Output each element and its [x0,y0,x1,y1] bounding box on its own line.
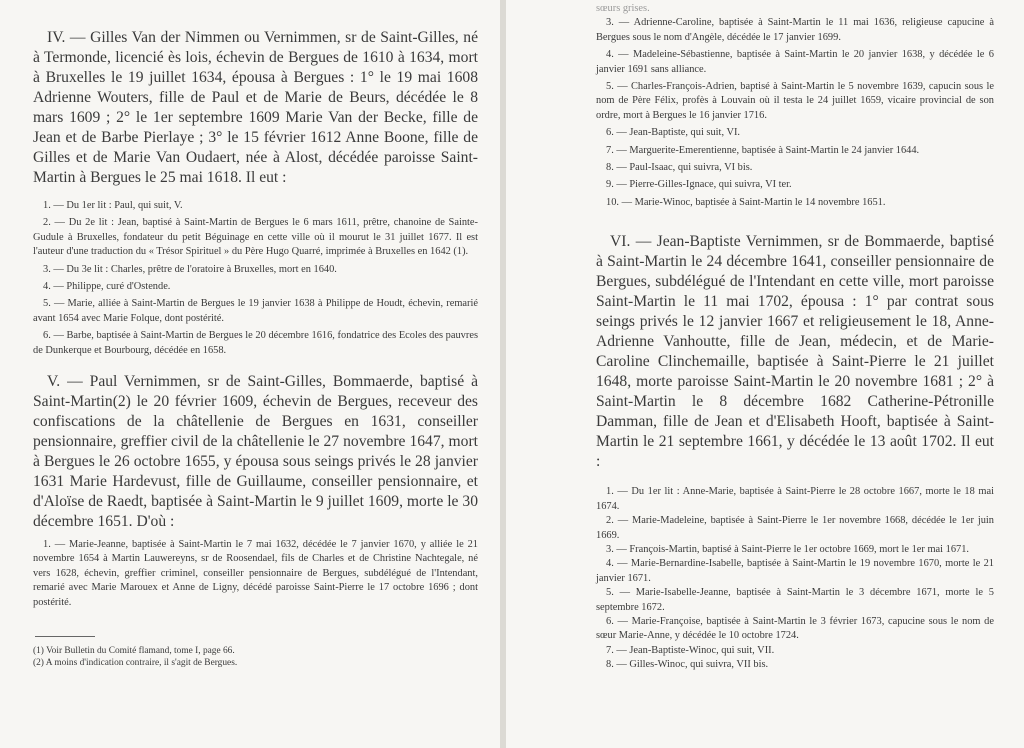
child-entry: 2. — Du 2e lit : Jean, baptisé à Saint-Martin de Bergues le 6 mars 1611, prêtre, chanoine de Sainte-Gudule à Bruxelles, fondateur du petit Béguinage en cette ville où il mourut le 31 juillet 1677. Il est l'auteur d'une traduction du « Trésor Spirituel » du Père Hugo Quarré, imprimée à Bruxelles en 1642 (1). [33,217,478,258]
section-iv-paragraph: IV. — Gilles Van der Nimmen ou Vernimmen, sr de Saint-Gilles, né à Termonde, licencié ès lois, échevin de Bergues de 1610 à 1634, mort à Bruxelles le 19 juillet 1634, épousa à Bergues : 1° le 19 mai 1608 Adrienne Wouters, fille de Paul et de Marie de Beurs, décédée le 8 mars 1609 ; 2° le 1er septembre 1609 Marie Van der Becke, fille de Jean et de Barbe Pierlaye ; 3° le 15 février 1612 Anne Boone, fille de Gilles et de Marie Van Oudaert, née à Alost, décédée paroisse Saint-Martin à Bergues le 25 mai 1618. Il eut : [33,29,478,186]
child-entry: 2. — Marie-Madeleine, baptisée à Saint-Pierre le 1er novembre 1668, décédée le 1er juin 1669. [596,515,994,541]
section-iv-children [33,199,478,358]
section-vi-paragraph: VI. — Jean-Baptiste Vernimmen, sr de Bommaerde, baptisé à Saint-Martin le 24 décembre 1641, conseiller pensionnaire de Bergues, subdélégué de l'Intendant en cette ville, mort paroisse Saint-Martin le 11 mai 1702, épousa : 1° par contrat sous seings privés le 12 janvier 1667 et religieusement le 18, Anne-Adrienne Vanhoutte, fille de Jean, médecin, et de Marie-Caroline Clinchemaille, baptisée à Saint-Pierre le 21 juillet 1648, morte paroisse Saint-Martin le 20 novembre 1681 ; 2° à Saint-Martin le 8 décembre 1682 Catherine-Pétronille Damman, fille de Jean et d'Elisabeth Hooft, baptisée à Saint-Martin le 21 septembre 1661, y décédée le 13 août 1702. Il eut : [596,233,994,471]
child-entry: 4. — Philippe, curé d'Ostende. [43,281,171,293]
child-entry: 3. — Du 3e lit : Charles, prêtre de l'oratoire à Bruxelles, mort en 1640. [43,263,337,275]
child-entry: 10. — Marie-Winoc, baptisée à Saint-Martin le 14 novembre 1651. [606,196,886,208]
child-entry: 1. — Du 1er lit : Paul, qui suit, V. [43,200,183,211]
child-entry: 9. — Pierre-Gilles-Ignace, qui suivra, VI ter. [606,179,792,191]
right-page [506,0,1024,748]
child-entry: 7. — Marguerite-Emerentienne, baptisée à Saint-Martin le 24 janvier 1644. [606,144,920,156]
child-entry: 3. — Adrienne-Caroline, baptisée à Saint-Martin le 11 mai 1636, religieuse capucine à Bergues sous le nom d'Angèle, décédée le 17 janvier 1699. [596,17,994,43]
child-entry: 1. — Du 1er lit : Anne-Marie, baptisée à Saint-Pierre le 28 octobre 1667, morte le 18 mai 1674. [596,486,994,512]
child-entry: 4. — Marie-Bernardine-Isabelle, baptisée à Saint-Martin le 19 novembre 1670, morte le 21 janvier 1671. [596,558,994,584]
section-v-paragraph: V. — Paul Vernimmen, sr de Saint-Gilles, Bommaerde, baptisé à Saint-Martin(2) le 20 février 1609, échevin de Bergues, receveur des confiscations de la châtellenie de Bergues en 1631, conseiller pensionnaire, greffier civil de la châtellenie le 27 novembre 1647, mort à Bergues le 26 octobre 1655, y épousa sous seings privés le 28 janvier 1631 Marie Hardevust, fille de Guillaume, conseiller pensionnaire, et d'Aloïse de Raedt, baptisée à Saint-Martin le 9 juillet 1609, morte le 30 décembre 1651. D'où : [33,373,478,531]
child-entry: 8. — Paul-Isaac, qui suivra, VI bis. [606,162,753,174]
section-v-children-continued [596,16,994,210]
child-entry: 6. — Barbe, baptisée à Saint-Martin de Bergues le 20 décembre 1616, fondatrice des Ecoles des pauvres de Dunkerque et Bourbourg, décédée en 1658. [33,330,478,356]
child-entry: 5. — Marie, alliée à Saint-Martin de Bergues le 19 janvier 1638 à Philippe de Houdt, échevin, remarié avant 1654 avec Marie Folque, dont postérité. [33,298,478,324]
child-entry: 8. — Gilles-Winoc, qui suivra, VII bis. [606,659,769,671]
child-entry: 3. — François-Martin, baptisé à Saint-Pierre le 1er octobre 1669, mort le 1er mai 1671. [606,543,969,555]
child-entry: 6. — Marie-Françoise, baptisée à Saint-Martin le 3 février 1673, capucine sous le nom de sœur Marie-Anne, y décédée le 10 octobre 1724. [596,615,994,642]
top-fragment: sœurs grises. [596,3,650,14]
footnote: (1) Voir Bulletin du Comité flamand, tome I, page 66. [33,646,235,657]
child-entry: 6. — Jean-Baptiste, qui suit, VI. [606,127,741,139]
left-page [0,0,500,748]
footnote: (2) A moins d'indication contraire, il s'agit de Bergues. [33,658,238,669]
child-entry: 4. — Madeleine-Sébastienne, baptisée à Saint-Martin le 20 janvier 1638, y décédée le 6 janvier 1691 sans alliance. [596,49,994,75]
section-v-children [33,538,478,610]
child-entry: 5. — Marie-Isabelle-Jeanne, baptisée à Saint-Martin le 3 décembre 1671, morte le 5 septembre 1672. [596,587,994,613]
child-entry: 1. — Marie-Jeanne, baptisée à Saint-Martin le 7 mai 1632, décédée le 7 janvier 1670, y alliée le 21 novembre 1654 à Martin Lauwereyns, sr de Roosendael, fils de Charles et de Christine Nachtegale, né vers 1628, échevin, greffier criminel, conseiller pensionnaire de Bergues, subdélégué de l'Intendant, remarié avec Marie Marouex et Anne de Ligny, décédé paroisse Saint-Pierre le 17 octobre 1696 ; dont postérité. [33,539,478,608]
child-entry: 7. — Jean-Baptiste-Winoc, qui suit, VII. [606,644,775,656]
child-entry: 5. — Charles-François-Adrien, baptisé à Saint-Martin le 5 novembre 1639, capucin sous le nom de Père Félix, profès à Louvain où il testa le 24 juillet 1659, vicaire provincial de son ordre, mort à Bergues le 16 janvier 1716. [596,81,994,121]
section-vi-children [596,485,994,672]
footnote-divider [35,636,95,637]
